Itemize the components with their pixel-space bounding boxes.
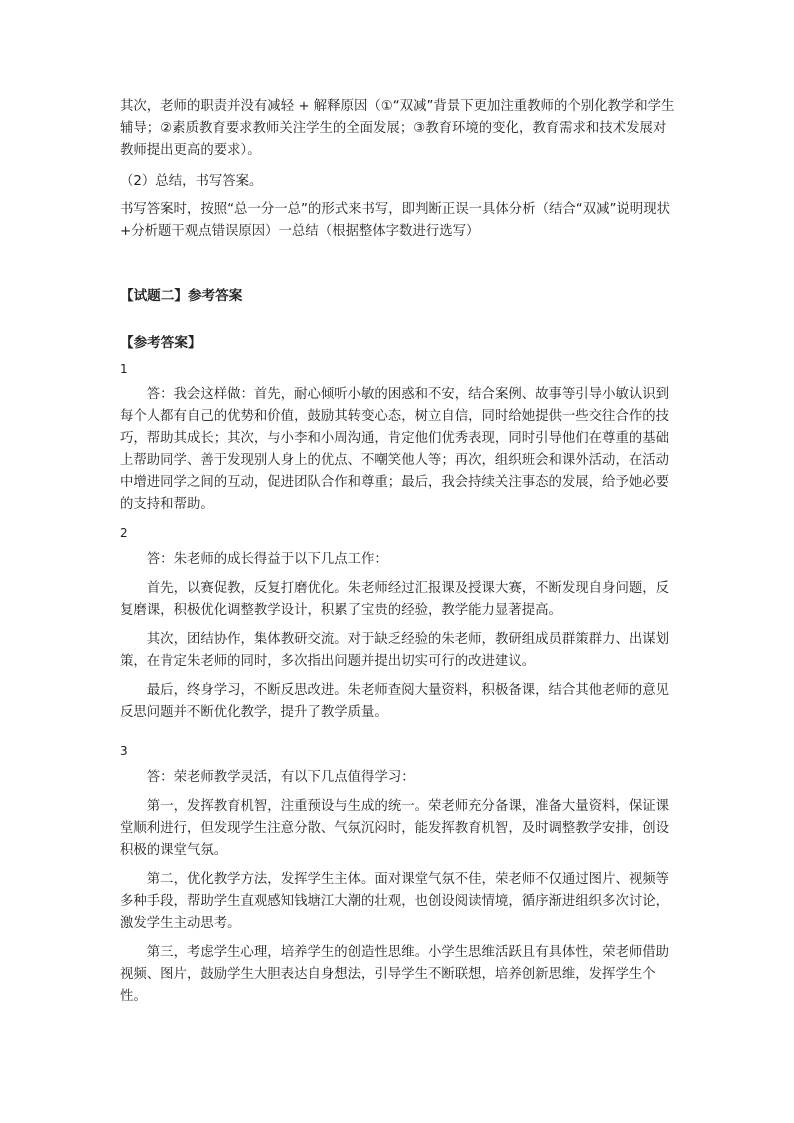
answer-2-point-3: 最后，终身学习，不断反思改进。朱老师查阅大量资料，积极备课，结合其他老师的意见反思问题并不断优化教学，提升了教学质量。 (120, 683, 670, 720)
answer-1-paragraph: 答：我会这样做：首先，耐心倾听小敏的困惑和不安，结合案例、故事等引导小敏认识到每个人都有自己的优势和价值，鼓励其转变心态，树立自信，同时给她提供一些交往合作的技巧，帮助其成长；其次，与小李和小周沟通，肯定他们优秀表现，同时引导他们在尊重的基础上帮助同学、善于发现别人身上的优点、不嘲笑他人等；再次，组织班会和课外活动，在活动中增进同学之间的互动，促进团队合作和尊重；最后，我会持续关注事态的发展，给予她必要的支持和帮助。 (120, 387, 670, 512)
intro-paragraph-2: （2）总结，书写答案。 (120, 174, 263, 189)
answer-3-point-2: 第二，优化教学方法，发挥学生主体。面对课堂气氛不佳，荣老师不仅通过图片、视频等多种手段，帮助学生直观感知钱塘江大潮的壮观，也创设阅读情境，循序渐进组织多次讨论，激发学生主动思考。 (120, 872, 670, 931)
answer-2 (120, 549, 676, 731)
answer-1 (120, 384, 676, 523)
question-number-1: 1 (120, 362, 128, 376)
question-number-3: 3 (120, 744, 128, 758)
answer-3-point-3: 第三，考虑学生心理，培养学生的创造性思维。小学生思维活跃且有具体性，荣老师借助视频、图片，鼓励学生大胆表达自身想法，引导学生不断联想，培养创新思维，发挥学生个性。 (120, 945, 670, 1004)
question-number-2: 2 (120, 526, 128, 540)
intro-paragraph-1: 其次，老师的职责并没有减轻 + 解释原因（①“双减”背景下更加注重教师的个别化教学和学生辅导；②素质教育要求教师关注学生的全面发展；③教育环境的变化，教育需求和技术发展对教师提出更高的要求）。 (120, 99, 675, 158)
answer-2-lead: 答：朱老师的成长得益于以下几点工作： (146, 552, 388, 567)
answer-title: 【参考答案】 (120, 335, 202, 351)
answer-3-point-1: 第一，发挥教育机智，注重预设与生成的统一。荣老师充分备课，准备大量资料，保证课堂顺利进行，但发现学生注意分散、气氛沉闷时，能发挥教育机智，及时调整教学安排，创设积极的课堂气氛。 (120, 799, 670, 858)
answer-2-point-2: 其次，团结协作，集体教研交流。对于缺乏经验的朱老师，教研组成员群策群力、出谋划策，在肯定朱老师的同时，多次指出问题并提出切实可行的改进建议。 (120, 632, 670, 669)
answer-3 (120, 767, 676, 1015)
section-title: 【试题二】参考答案 (120, 288, 243, 304)
intro-paragraph-3: 书写答案时，按照“总一分一总”的形式来书写，即判断正误一具体分析（结合“双减”说明现状+分析题干观点错误原因）一总结（根据整体字数进行选写） (120, 202, 670, 239)
answer-2-point-1: 首先，以赛促教，反复打磨优化。朱老师经过汇报课及授课大赛，不断发现自身问题，反复磨课，积极优化调整教学设计，积累了宝贵的经验，教学能力显著提高。 (120, 581, 670, 618)
answer-3-lead: 答：荣老师教学灵活，有以下几点值得学习： (146, 770, 415, 785)
